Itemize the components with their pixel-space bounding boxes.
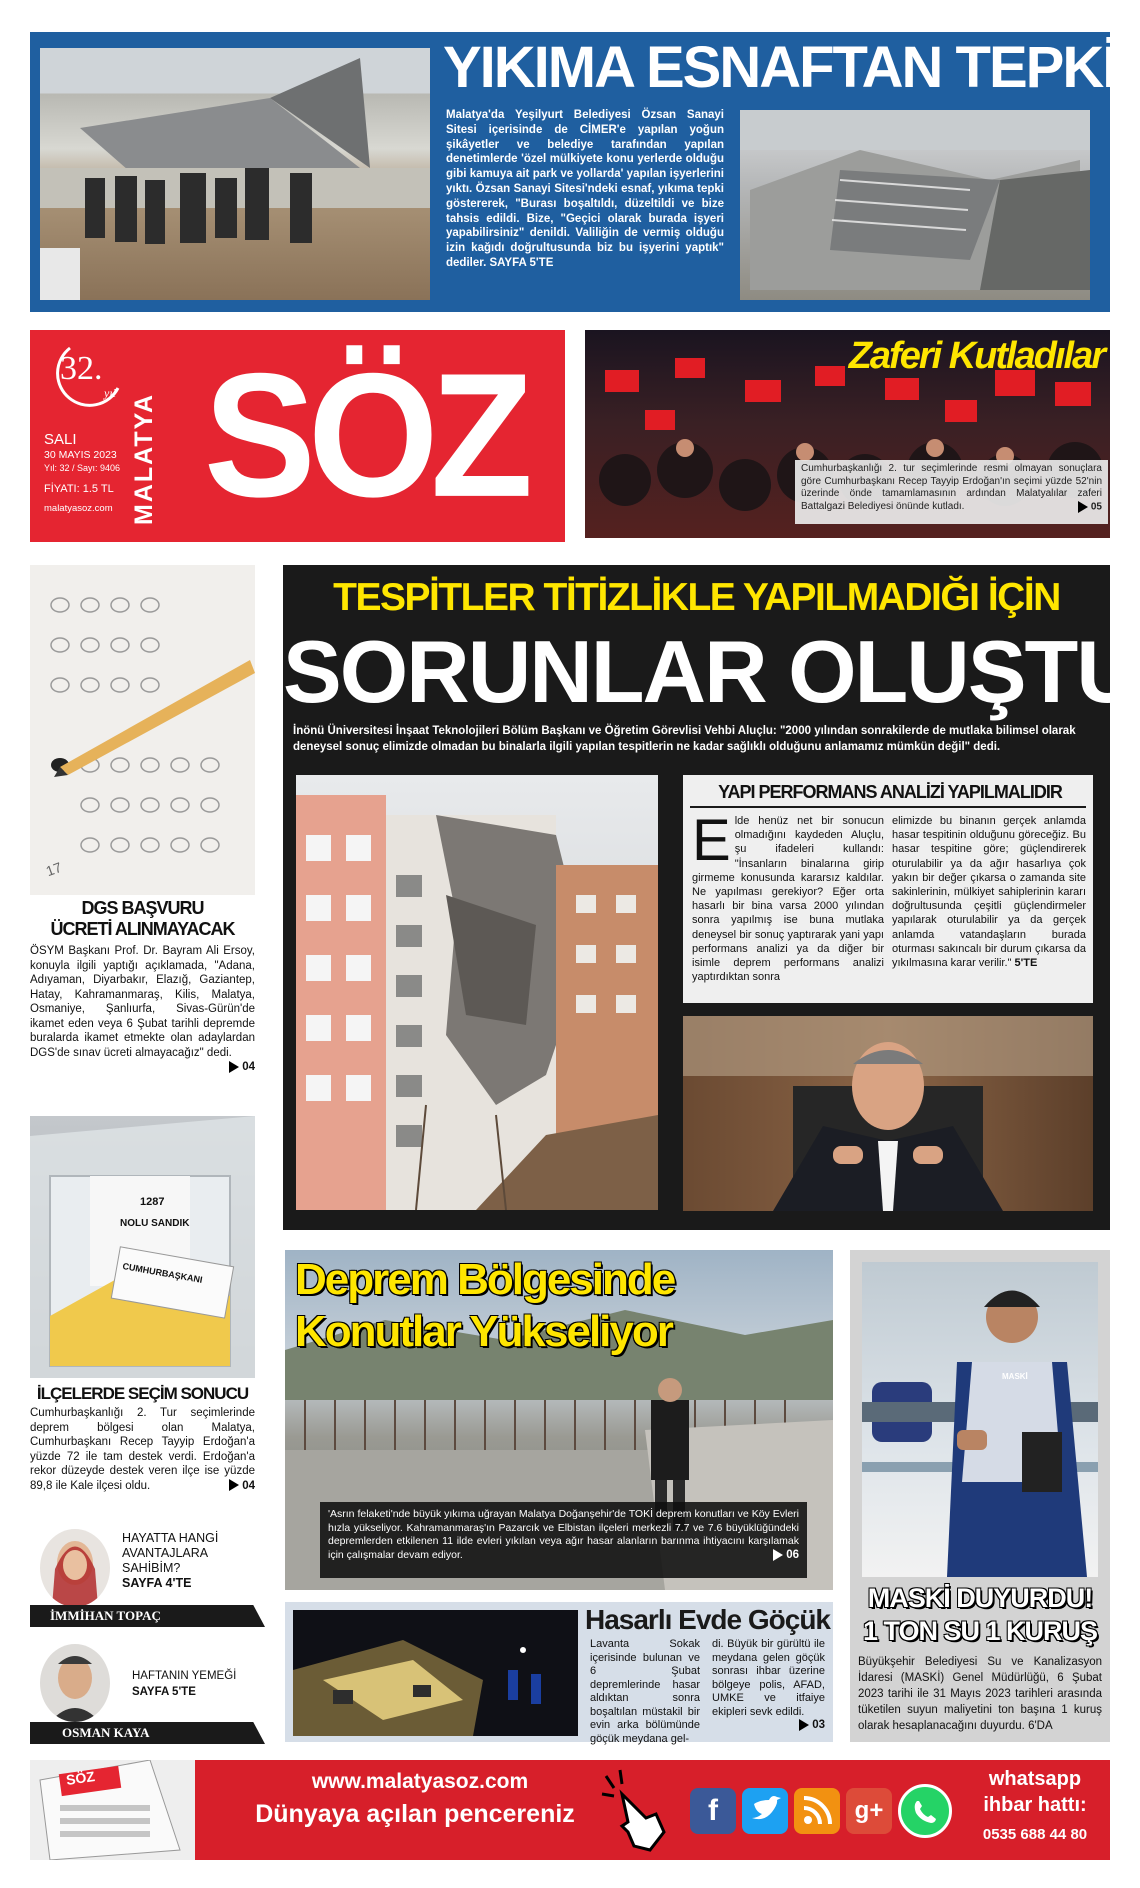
issue-date: 30 MAYIS 2023 [44, 449, 117, 461]
secim-text: Cumhurbaşkanlığı 2. Tur seçimlerinde deprem bölgesi olan Malatya, Cumhurbaşkanı Recep Tayyip Erdoğan'a yüzde 72 ile tam destek verdi. Erdoğan'a rekor düzeyde destek veren ilçe ise yüzde 89,8 ile Kale ilçesi oldu. [30, 1407, 255, 1492]
analysis-box-rule [690, 806, 1086, 808]
dgs-headline [30, 898, 255, 940]
page-arrow-icon [229, 1061, 239, 1073]
top-story-photo-left [40, 48, 430, 300]
issue-number: Yıl: 32 / Sayı: 9406 [44, 463, 121, 473]
anniversary-number: 32. [60, 350, 103, 387]
columnist-avatar [40, 1644, 110, 1722]
dgs-page-ref [229, 1060, 255, 1075]
main-headline: SORUNLAR OLUŞTU [283, 622, 1138, 721]
column-title [122, 1531, 262, 1591]
column-author: OSMAN KAYA [62, 1725, 150, 1740]
zafer-headline: Zaferi Kutladılar [848, 335, 1104, 377]
column-page-ref: SAYFA 5'TE [132, 1686, 196, 1698]
column-title-1: HAFTANIN YEMEĞİ [132, 1670, 237, 1682]
dgs-sheet-number: 17 [43, 858, 64, 880]
whatsapp-label-2: ihbar hattı: [983, 1794, 1087, 1816]
drop-cap: E [692, 808, 731, 873]
analysis-col-1 [692, 808, 884, 984]
deprem-headline-2: Konutlar Yükseliyor [295, 1307, 672, 1356]
column-immihan [30, 1525, 265, 1630]
secim-page-ref [229, 1479, 255, 1494]
footer-slogan: Dünyaya açılan pencereniz [255, 1800, 575, 1828]
hasarli-photo [293, 1610, 578, 1736]
top-story-body [446, 108, 724, 271]
main-kicker: TESPİTLER TİTİZLİKLE YAPILMADIĞI İÇİN [333, 576, 1060, 619]
rss-icon[interactable] [794, 1788, 840, 1834]
zafer-page-num: 05 [1090, 501, 1102, 513]
page-arrow-icon [1078, 501, 1088, 513]
analysis-text-1: lde henüz net bir sonucun olmadığını kaydeden Aluçlu, şu ifadeleri kullandı: "İnsanların binalarına girip girmeme konusunda kararsız kaldılar. Ne yapılması gerekiyor? Eğer orta hasarlı bir bina varsa 2000 yılından sonra yapılmış ise buna mutlaka deneysel bir sonuç yaptırarak yani yapı performans analizi ya da diğer bir isimle deprem performans analizi yaptırdıktan sonra [692, 815, 884, 984]
main-building-photo [296, 775, 658, 1210]
dgs-body [30, 944, 255, 1075]
facebook-icon[interactable]: f [690, 1788, 736, 1834]
secim-headline: İLÇELERDE SEÇİM SONUCU [36, 1384, 249, 1403]
hasarli-page-num: 03 [812, 1719, 825, 1732]
pointer-hand-icon [600, 1768, 670, 1854]
zafer-caption: Cumhurbaşkanlığı 2. tur seçimlerinde resmi olmayan sonuçlara göre Cumhurbaşkanı Recep Tayyip Erdoğan'ın seçimi yüzde 52'nin üzerinde önde tamamlamasının ardından Malatyalılar zaferi Battalgazi Belediyesi önünde kutladı. [801, 463, 1102, 512]
deprem-headline [295, 1254, 755, 1358]
website-label: malatyasoz.com [44, 503, 113, 514]
maski-headline [850, 1582, 1110, 1648]
zafer-page-ref [1078, 501, 1102, 514]
hasarli-page-ref [799, 1719, 825, 1733]
masthead-logo: SÖZ [203, 336, 526, 534]
dgs-photo [30, 565, 255, 895]
page-arrow-icon [229, 1479, 239, 1491]
secim-body [30, 1406, 255, 1493]
footer-url[interactable]: www.malatyasoz.com [311, 1770, 529, 1793]
twitter-icon[interactable] [742, 1788, 788, 1834]
ballot-box-label: NOLU SANDIK [120, 1218, 190, 1229]
zafer-caption-box [795, 460, 1108, 524]
maski-body: Büyükşehir Belediyesi Su ve Kanalizasyon İdaresi (MASKİ) Genel Müdürlüğü, 6 Şubat 2023 tarihi ile 31 Mayıs 2023 tarihleri arasında tüketilen suyun maliyetini ton başına 1 kuruş olarak hesaplanacağını duyurdu. 6'DA [858, 1656, 1102, 1732]
whatsapp-hotline [960, 1766, 1110, 1852]
analysis-text-2: elimizde bu binanın gerçek anlamda hasar tespitinin olduğunu göreceğiz. Bu hasar tespitine göre; güçlendirerek oturulabilir ya da ağır hasarlıya çok yakın bir değer çıkarsa o zamanda site sakinlerinin, mülkiyet sahiplerinin kararı doğrultusunda çeşitli güçlendirmeler yapılarak oturulabilir ya da gerçek anlamda vatandaşların burada oturması sakıncalı bir durum çıkarsa da yıkılmasına karar verilir." [892, 815, 1086, 970]
google-plus-icon[interactable]: g+ [846, 1788, 892, 1834]
hasarli-text-2: di. Büyük bir gürültü ile meydana gelen göçük sonrası ihbar üzerine bölgeye polis, AFAD, UMKE ve itfaiye ekipleri sevk edildi. [712, 1638, 825, 1718]
page-arrow-icon [773, 1549, 783, 1561]
main-lead: İnönü Üniversitesi İnşaat Teknolojileri Bölüm Başkanı ve Öğretim Görevlisi Vehbi Aluçlu: "2000 yılından sonrakilerde de mutlaka bilimsel olarak deneysel sonuç elimizde olmadan bu binalarla ilgili yapılan tespitlerin ne kadar sağlıklı olduğunu anlamamız mümkün değil" dedi. [293, 725, 1076, 753]
maski-vest-label: MASKİ [1002, 1372, 1028, 1381]
column-title-1: HAYATTA HANGİ [122, 1531, 219, 1545]
hasarli-col-1: Lavanta Sokak içerisinde bulunan ve 6 Şubat depremlerinde hasar aldıktan sonra boşaltılan müstakil bir evin arka bölümünde göçük meydana gel- [590, 1638, 700, 1745]
deprem-page-ref [773, 1549, 799, 1563]
issue-price: FİYATI: 1.5 TL [44, 483, 114, 495]
deprem-page-num: 06 [786, 1548, 799, 1561]
deprem-caption: 'Asrın felaketi'nde büyük yıkıma uğrayan Malatya Doğanşehir'de TOKİ deprem konutları ve Köy Evleri hızla yükseliyor. Kahramanmaraş'ın Pazarcık ve Elbistan ilçeleri merkezli 7.7 ve 7.6 büyüklüğündeki depremlerden etkilenen 11 ilde evleri yıkılan veya ağır hasar alanların barınma ihtiyacını karşılamak için çalışmalar devam ediyor. [328, 1508, 799, 1561]
whatsapp-phone[interactable]: 0535 688 44 80 [982, 1826, 1088, 1843]
analysis-col-2 [892, 814, 1086, 970]
ballot-envelope-label: CUMHURBAŞKANI [121, 1261, 204, 1285]
maski-headline-2: 1 TON SU 1 KURUŞ [862, 1616, 1098, 1646]
top-story-page-ref: SAYFA 5'TE [489, 256, 554, 269]
top-story-photo-right [740, 110, 1090, 300]
column-title-2: AVANTAJLARA [122, 1546, 209, 1560]
column-author: İMMİHAN TOPAÇ [50, 1608, 161, 1623]
deprem-headline-1: Deprem Bölgesinde [295, 1255, 675, 1304]
columnist-avatar [40, 1529, 110, 1607]
whatsapp-icon[interactable] [898, 1784, 952, 1838]
dgs-text: ÖSYM Başkanı Prof. Dr. Bayram Ali Ersoy, konuyla ilgili yaptığı açıklamada, "Adana, Adıyaman, Diyarbakır, Elazığ, Gaziantep, Hatay, Kahramanmaraş, Kilis, Malatya, Osmaniye, Şanlıurfa, Sivas-Gürün'de ikamet eden veya 6 Şubat tarihli depremde buralarda ikamet etmekte olan adaylardan DGS'de sınav ücreti almayacağız" dedi. [30, 945, 255, 1059]
aluclu-photo [683, 1016, 1093, 1211]
top-story-headline: YIKIMA ESNAFTAN TEPKİ [443, 35, 1117, 100]
secim-page-num: 04 [242, 1479, 255, 1492]
whatsapp-label-1: whatsapp [988, 1768, 1082, 1790]
column-title-3: SAHİBİM? [122, 1561, 181, 1575]
masthead-meta [44, 432, 134, 519]
anniversary-badge [40, 340, 130, 410]
page-arrow-icon [799, 1719, 809, 1731]
analysis-page-ref: 5'TE [1014, 957, 1038, 970]
analysis-box-title: YAPI PERFORMANS ANALİZİ YAPILMALIDIR [718, 782, 1062, 802]
hasarli-col-2 [712, 1638, 825, 1733]
dgs-headline-1: DGS BAŞVURU [81, 898, 204, 918]
anniversary-word: yıl [104, 386, 116, 400]
column-title [132, 1668, 262, 1700]
footer-paper-label: SÖZ [65, 1768, 96, 1788]
maski-photo [862, 1262, 1098, 1577]
column-osman [30, 1640, 265, 1745]
dgs-headline-2: ÜCRETİ ALINMAYACAK [50, 919, 235, 939]
maski-headline-1: MASKİ DUYURDU! [867, 1583, 1093, 1613]
column-page-ref: SAYFA 4'TE [122, 1576, 192, 1590]
top-story-text: Malatya'da Yeşilyurt Belediyesi Özsan Sanayi Sitesi içerisinde de CİMER'e yapılan yoğun şikâyetler ve belediye tarafından yapılan denetimlerde 'özel mülkiyete konu yerlerde olduğu gibi kamuya ait park ve yollarda' yapılan işyerlerini yıktı. Özsan Sanayi Sitesi'ndeki esnaf, yıkıma tepki göstererek, "Burası boşaltıldı, düzeltildi ve bize tahsis edildi. Bize, "Geçici olarak burada işyeri yapabilirsiniz" denildi. Valiliğin de vermiş olduğu izin kağıdı doğrultusunda biz bu işyerini yaptık" dediler. [446, 109, 724, 269]
deprem-caption-box [320, 1502, 807, 1578]
masthead-city: MALATYA [130, 392, 158, 525]
hasarli-headline: Hasarlı Evde Göçük [584, 1604, 830, 1635]
ballot-box-number: 1287 [140, 1196, 165, 1208]
footer-papers-image [30, 1760, 195, 1860]
secim-photo [30, 1116, 255, 1378]
dgs-page-num: 04 [242, 1061, 255, 1073]
issue-day: SALI [44, 431, 77, 448]
